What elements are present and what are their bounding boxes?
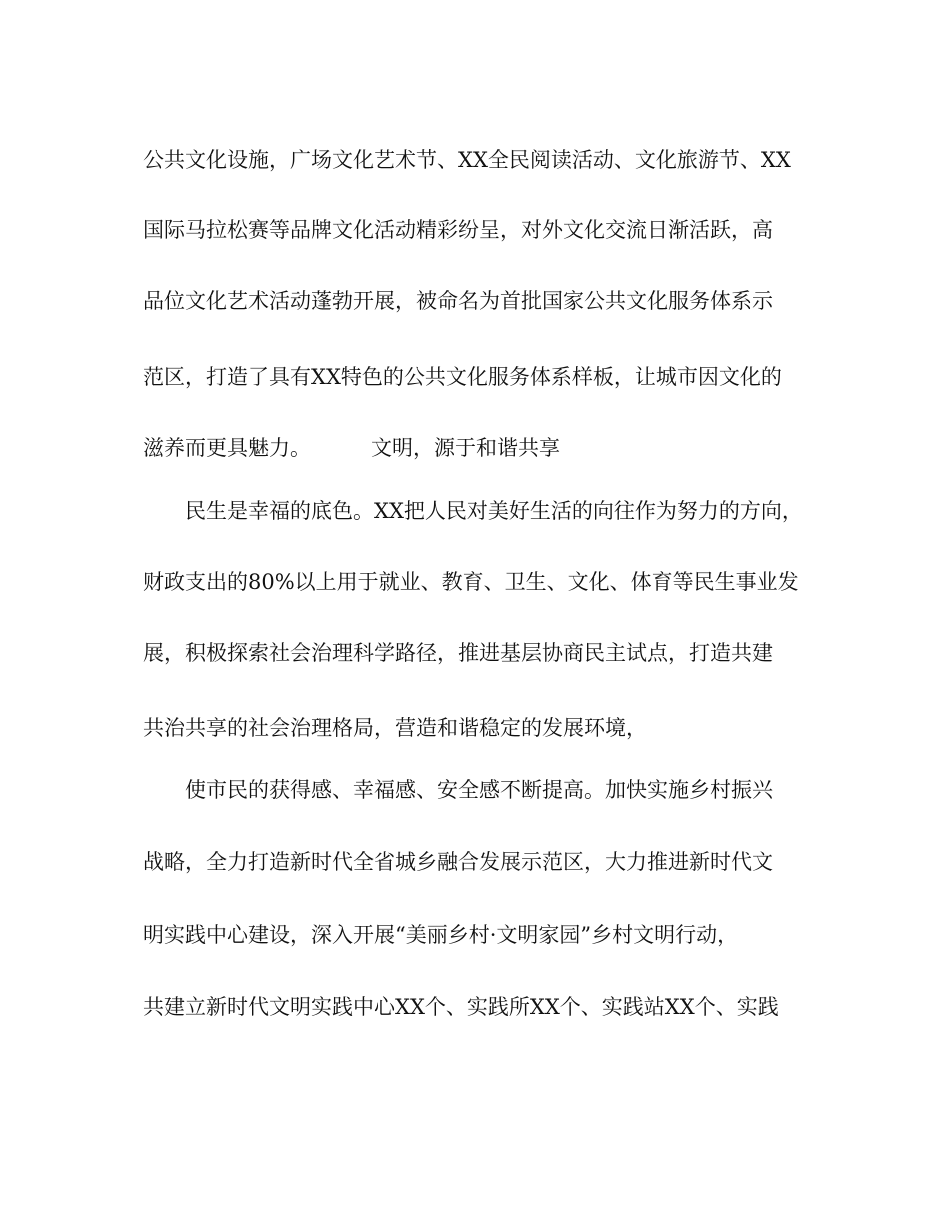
text-line: 滋养而更具魅力。 xyxy=(143,436,311,460)
text-line: 范区，打造了具有XX特色的公共文化服务体系样板，让城市因文化的 xyxy=(143,365,782,389)
text-line: 国际马拉松赛等品牌文化活动精彩纷呈，对外文化交流日渐活跃，高 xyxy=(143,218,773,242)
text-line: 公共文化设施，广场文化艺术节、XX全民阅读活动、文化旅游节、XX xyxy=(143,148,791,172)
text-line-with-heading xyxy=(143,435,560,461)
text-line: 明实践中心建设，深入开展“美丽乡村·文明家园”乡村文明行动， xyxy=(143,923,739,947)
section-heading: 文明，源于和谐共享 xyxy=(371,436,560,460)
paragraph-start-line: 使市民的获得感、幸福感、安全感不断提高。加快实施乡村振兴 xyxy=(185,778,773,802)
text-line: 展，积极探索社会治理科学路径，推进基层协商民主试点，打造共建 xyxy=(143,641,773,665)
text-line: 共治共享的社会治理格局，营造和谐稳定的发展环境， xyxy=(143,716,647,740)
text-line: 品位文化艺术活动蓬勃开展，被命名为首批国家公共文化服务体系示 xyxy=(143,289,773,313)
text-line: 战略，全力打造新时代全省城乡融合发展示范区，大力推进新时代文 xyxy=(143,850,773,874)
paragraph-start-line: 民生是幸福的底色。XX把人民对美好生活的向往作为努力的方向， xyxy=(185,499,803,523)
text-line: 财政支出的80%以上用于就业、教育、卫生、文化、体育等民生事业发 xyxy=(143,570,799,594)
text-line: 共建立新时代文明实践中心XX个、实践所XX个、实践站XX个、实践 xyxy=(143,995,779,1019)
